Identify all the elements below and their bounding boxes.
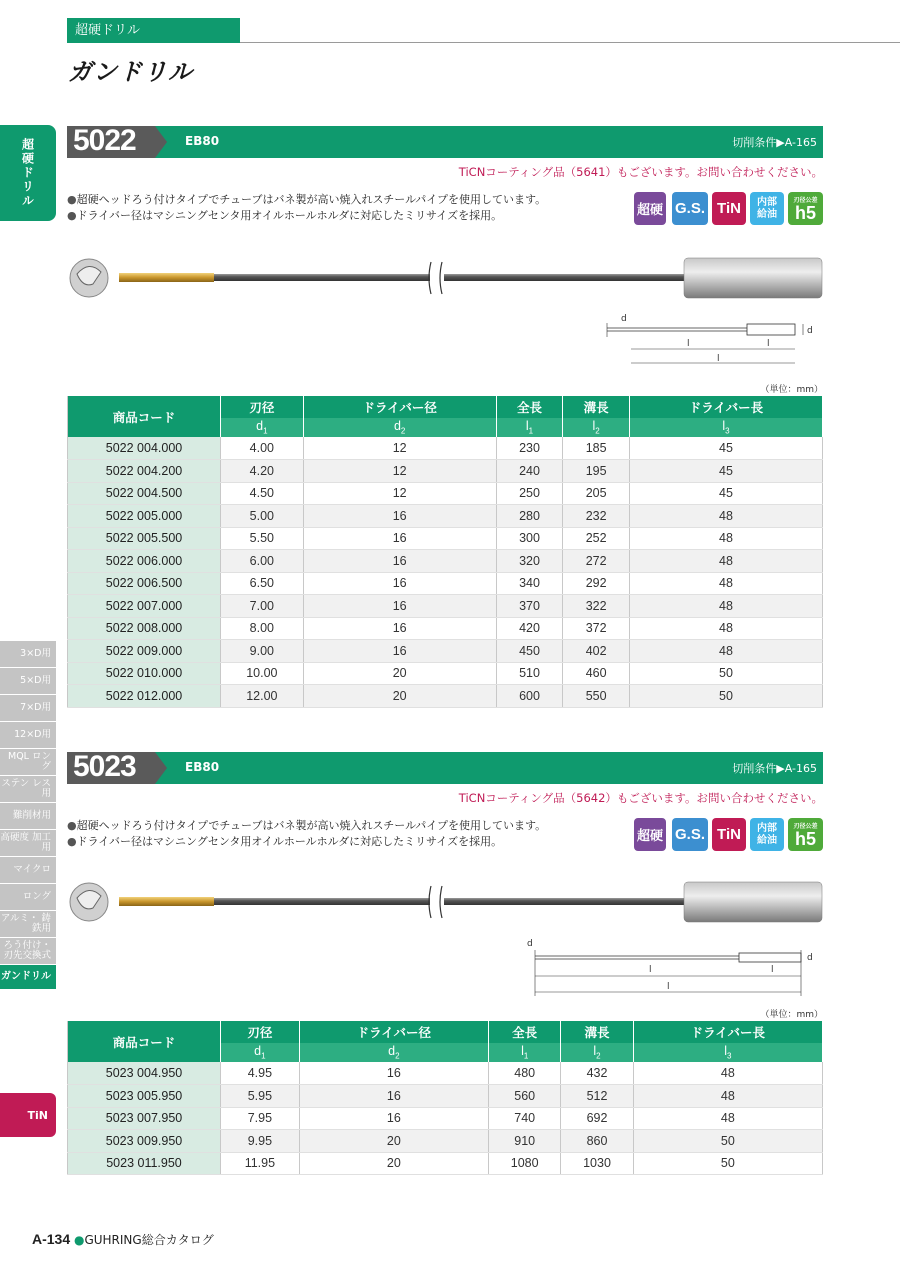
cell-code: 5022 006.000	[68, 550, 221, 573]
svg-text:d: d	[807, 953, 813, 963]
table-row	[68, 1062, 823, 1085]
svg-text:l: l	[687, 339, 690, 349]
header-divider	[240, 42, 900, 43]
cell-l3: 48	[629, 595, 822, 618]
svg-text:l: l	[649, 965, 652, 975]
cell-l2: 692	[561, 1107, 633, 1130]
side-item-stainless[interactable]: ステン レス用	[0, 776, 56, 802]
cell-l3: 48	[629, 527, 822, 550]
feature-list	[67, 818, 546, 850]
table-row	[68, 572, 823, 595]
col-symbol-l2: $l_2$	[561, 1043, 633, 1062]
cell-d1: 6.50	[221, 572, 304, 595]
col-header-l1: 全長	[496, 396, 563, 418]
cell-l2: 195	[563, 460, 630, 483]
cell-code: 5022 004.500	[68, 482, 221, 505]
col-symbol-d2: $d_2$	[299, 1043, 488, 1062]
cell-l2: 460	[563, 662, 630, 685]
cell-d2: 12	[303, 460, 496, 483]
side-item-hardened[interactable]: 高硬度 加工用	[0, 830, 56, 856]
cell-d2: 16	[303, 550, 496, 573]
section-5022	[67, 126, 823, 716]
section-header-bar	[67, 126, 823, 158]
cell-code: 5022 005.000	[68, 505, 221, 528]
category-label: 超硬ドリル	[67, 18, 240, 43]
col-header-d2: ドライバー径	[303, 396, 496, 418]
drill-illustration	[67, 874, 823, 936]
cell-l1: 340	[496, 572, 563, 595]
gs-badge: G.S.	[672, 818, 708, 851]
bullet-icon: ●	[73, 1233, 85, 1247]
unit-label: （単位：mm）	[760, 1010, 823, 1020]
page-number: A-134	[32, 1231, 71, 1247]
cell-l2: 205	[563, 482, 630, 505]
table-row	[68, 550, 823, 573]
cell-l3: 48	[633, 1107, 822, 1130]
cell-l3: 50	[633, 1152, 822, 1175]
cell-l1: 300	[496, 527, 563, 550]
col-header-code: 商品コード	[68, 1021, 221, 1062]
cell-l3: 48	[633, 1062, 822, 1085]
cell-l1: 480	[489, 1062, 561, 1085]
col-symbol-l3: $l_3$	[633, 1043, 822, 1062]
side-item-long[interactable]: ロング	[0, 884, 56, 910]
table-row	[68, 1107, 823, 1130]
cell-d2: 16	[303, 640, 496, 663]
cell-code: 5022 010.000	[68, 662, 221, 685]
cell-l1: 510	[496, 662, 563, 685]
cell-code: 5023 004.950	[68, 1062, 221, 1085]
product-code: 5022	[73, 124, 136, 157]
cell-l2: 372	[563, 617, 630, 640]
cell-l2: 252	[563, 527, 630, 550]
cell-d2: 16	[303, 505, 496, 528]
cell-code: 5022 008.000	[68, 617, 221, 640]
cell-l2: 292	[563, 572, 630, 595]
cell-l3: 50	[633, 1130, 822, 1153]
table-row	[68, 437, 823, 460]
col-header-l3: ドライバー長	[629, 396, 822, 418]
cell-code: 5023 009.950	[68, 1130, 221, 1153]
cell-l1: 600	[496, 685, 563, 708]
page-footer	[32, 1231, 214, 1248]
table-row	[68, 640, 823, 663]
side-item-mql-long[interactable]: MQL ロング	[0, 749, 56, 775]
table-row	[68, 1085, 823, 1108]
cell-code: 5022 009.000	[68, 640, 221, 663]
table-row	[68, 460, 823, 483]
cell-l1: 910	[489, 1130, 561, 1153]
cell-code: 5022 006.500	[68, 572, 221, 595]
side-item-gundrill[interactable]: ガンドリル	[0, 965, 56, 989]
cell-d1: 4.00	[221, 437, 304, 460]
col-symbol-l3: $l_3$	[629, 418, 822, 437]
feature-item	[67, 192, 546, 208]
spec-table-5023	[67, 1021, 823, 1175]
feature-item	[67, 834, 546, 850]
cell-d2: 16	[299, 1085, 488, 1108]
table-row	[68, 617, 823, 640]
cell-code: 5022 007.000	[68, 595, 221, 618]
feature-list	[67, 192, 546, 224]
cell-d2: 16	[299, 1062, 488, 1085]
feature-text: 超硬ヘッドろう付けタイプでチューブはバネ製が高い焼入れスチールパイプを使用しています。	[76, 819, 547, 832]
col-header-l1: 全長	[489, 1021, 561, 1043]
feature-text: ドライバー径はマシニングセンタ用オイルホールホルダに対応したミリサイズを採用。	[76, 835, 503, 848]
col-header-d1: 刃径	[221, 1021, 300, 1043]
cell-l1: 250	[496, 482, 563, 505]
table-row	[68, 662, 823, 685]
cell-d1: 4.20	[221, 460, 304, 483]
col-header-l3: ドライバー長	[633, 1021, 822, 1043]
col-symbol-l2: $l_2$	[563, 418, 630, 437]
cell-d2: 16	[299, 1107, 488, 1130]
product-subtitle: EB80	[185, 134, 220, 148]
cell-d1: 5.95	[221, 1085, 300, 1108]
cutting-condition-link[interactable]: 切削条件▶A-165	[732, 762, 817, 775]
table-row	[68, 595, 823, 618]
col-symbol-d1: $d_1$	[221, 418, 304, 437]
col-symbol-d1: $d_1$	[221, 1043, 300, 1062]
cell-l1: 320	[496, 550, 563, 573]
cell-code: 5022 005.500	[68, 527, 221, 550]
side-item-5xd[interactable]: 5×D用	[0, 668, 56, 694]
feature-item	[67, 208, 546, 224]
cell-l3: 48	[633, 1085, 822, 1108]
cell-code: 5022 004.000	[68, 437, 221, 460]
dimension-diagram	[517, 934, 823, 1000]
table-row	[68, 685, 823, 708]
cell-d1: 11.95	[221, 1152, 300, 1175]
cell-d2: 16	[303, 572, 496, 595]
section-5023	[67, 752, 823, 1182]
cell-l2: 550	[563, 685, 630, 708]
cell-l2: 512	[561, 1085, 633, 1108]
col-header-l2: 溝長	[561, 1021, 633, 1043]
svg-text:d: d	[621, 314, 627, 324]
cell-l1: 560	[489, 1085, 561, 1108]
svg-text:l: l	[667, 982, 670, 992]
drill-illustration	[67, 250, 823, 312]
cell-d2: 16	[303, 595, 496, 618]
cell-l1: 240	[496, 460, 563, 483]
product-code-block	[67, 752, 167, 784]
col-header-d1: 刃径	[221, 396, 304, 418]
feature-text: 超硬ヘッドろう付けタイプでチューブはバネ製が高い焼入れスチールパイプを使用しています。	[76, 193, 547, 206]
side-item-brazed[interactable]: ろう付け・ 刃先交換式	[0, 938, 56, 964]
cell-l3: 45	[629, 460, 822, 483]
table-row	[68, 527, 823, 550]
side-item-12xd[interactable]: 12×D用	[0, 722, 56, 748]
spec-badges	[634, 818, 824, 854]
side-tab-carbide-drill[interactable]: 超硬ドリル	[0, 125, 56, 221]
svg-text:d: d	[807, 326, 813, 336]
svg-text:l: l	[717, 354, 720, 364]
coating-note: TiCNコーティング品（5642）もございます。お問い合わせください。	[458, 791, 823, 805]
svg-text:l: l	[767, 339, 770, 349]
internal-coolant-badge: 内部 給油	[750, 818, 784, 851]
svg-text:d: d	[527, 939, 533, 949]
col-header-l2: 溝長	[563, 396, 630, 418]
col-symbol-l1: $l_1$	[496, 418, 563, 437]
col-header-code: 商品コード	[68, 396, 221, 437]
table-row	[68, 1152, 823, 1175]
cell-d2: 16	[303, 617, 496, 640]
tolerance-h5-badge: 刃径公差 h5	[788, 818, 823, 851]
side-tab-tin[interactable]: TiN	[0, 1093, 56, 1137]
cell-l3: 48	[629, 550, 822, 573]
internal-coolant-badge: 内部 給油	[750, 192, 784, 225]
cell-l1: 420	[496, 617, 563, 640]
product-subtitle: EB80	[185, 760, 220, 774]
cell-l1: 280	[496, 505, 563, 528]
cell-code: 5022 004.200	[68, 460, 221, 483]
side-item-difficult[interactable]: 難削材用	[0, 803, 56, 829]
cell-d1: 12.00	[221, 685, 304, 708]
cell-d2: 12	[303, 437, 496, 460]
carbide-badge: 超硬	[634, 818, 666, 851]
cell-code: 5023 005.950	[68, 1085, 221, 1108]
cell-d2: 20	[299, 1152, 488, 1175]
cutting-condition-link[interactable]: 切削条件▶A-165	[732, 136, 817, 149]
tin-badge: TiN	[712, 192, 746, 225]
cell-l3: 50	[629, 662, 822, 685]
cell-l3: 45	[629, 482, 822, 505]
cell-d1: 9.00	[221, 640, 304, 663]
table-row	[68, 505, 823, 528]
side-item-3xd[interactable]: 3×D用	[0, 641, 56, 667]
cell-d1: 8.00	[221, 617, 304, 640]
dimension-diagram	[597, 309, 827, 369]
side-item-aluminum[interactable]: アルミ・ 鋳鉄用	[0, 911, 56, 937]
product-code-block	[67, 126, 167, 158]
cell-code: 5023 007.950	[68, 1107, 221, 1130]
page-title: ガンドリル	[68, 58, 193, 86]
cell-code: 5022 012.000	[68, 685, 221, 708]
coating-note: TiCNコーティング品（5641）もございます。お問い合わせください。	[458, 165, 823, 179]
cell-l2: 232	[563, 505, 630, 528]
cell-d1: 7.00	[221, 595, 304, 618]
cell-l1: 370	[496, 595, 563, 618]
bullet-icon: ●	[67, 193, 77, 206]
bullet-icon: ●	[67, 835, 77, 848]
cell-l2: 1030	[561, 1152, 633, 1175]
cell-d2: 16	[303, 527, 496, 550]
cell-l1: 450	[496, 640, 563, 663]
table-row	[68, 1130, 823, 1153]
cell-d1: 4.50	[221, 482, 304, 505]
cell-d2: 20	[303, 685, 496, 708]
cell-d2: 20	[303, 662, 496, 685]
cell-l2: 322	[563, 595, 630, 618]
tolerance-h5-badge: 刃径公差 h5	[788, 192, 823, 225]
cell-d1: 4.95	[221, 1062, 300, 1085]
cell-l2: 860	[561, 1130, 633, 1153]
table-row	[68, 482, 823, 505]
cell-d1: 7.95	[221, 1107, 300, 1130]
cell-l3: 50	[629, 685, 822, 708]
cell-l2: 402	[563, 640, 630, 663]
spec-table-5022	[67, 396, 823, 708]
side-item-7xd[interactable]: 7×D用	[0, 695, 56, 721]
side-item-micro[interactable]: マイクロ	[0, 857, 56, 883]
bullet-icon: ●	[67, 819, 77, 832]
col-header-d2: ドライバー径	[299, 1021, 488, 1043]
cell-d1: 5.50	[221, 527, 304, 550]
cell-l1: 740	[489, 1107, 561, 1130]
feature-item	[67, 818, 546, 834]
col-symbol-l1: $l_1$	[489, 1043, 561, 1062]
section-header-bar	[67, 752, 823, 784]
feature-text: ドライバー径はマシニングセンタ用オイルホールホルダに対応したミリサイズを採用。	[76, 209, 503, 222]
catalog-name: GUHRING総合カタログ	[84, 1233, 214, 1247]
cell-d1: 5.00	[221, 505, 304, 528]
svg-text:l: l	[771, 965, 774, 975]
cell-l3: 48	[629, 505, 822, 528]
cell-l2: 272	[563, 550, 630, 573]
cell-l2: 185	[563, 437, 630, 460]
gs-badge: G.S.	[672, 192, 708, 225]
cell-l3: 48	[629, 640, 822, 663]
cell-l3: 48	[629, 572, 822, 595]
spec-badges	[634, 192, 824, 228]
cell-d2: 12	[303, 482, 496, 505]
cell-d1: 6.00	[221, 550, 304, 573]
cell-d1: 9.95	[221, 1130, 300, 1153]
bullet-icon: ●	[67, 209, 77, 222]
cell-d1: 10.00	[221, 662, 304, 685]
cell-l2: 432	[561, 1062, 633, 1085]
cell-l1: 1080	[489, 1152, 561, 1175]
cell-l3: 48	[629, 617, 822, 640]
col-symbol-d2: $d_2$	[303, 418, 496, 437]
cell-d2: 20	[299, 1130, 488, 1153]
unit-label: （単位：mm）	[760, 385, 823, 395]
tin-badge: TiN	[712, 818, 746, 851]
product-code: 5023	[73, 750, 136, 783]
carbide-badge: 超硬	[634, 192, 666, 225]
cell-code: 5023 011.950	[68, 1152, 221, 1175]
cell-l1: 230	[496, 437, 563, 460]
cell-l3: 45	[629, 437, 822, 460]
